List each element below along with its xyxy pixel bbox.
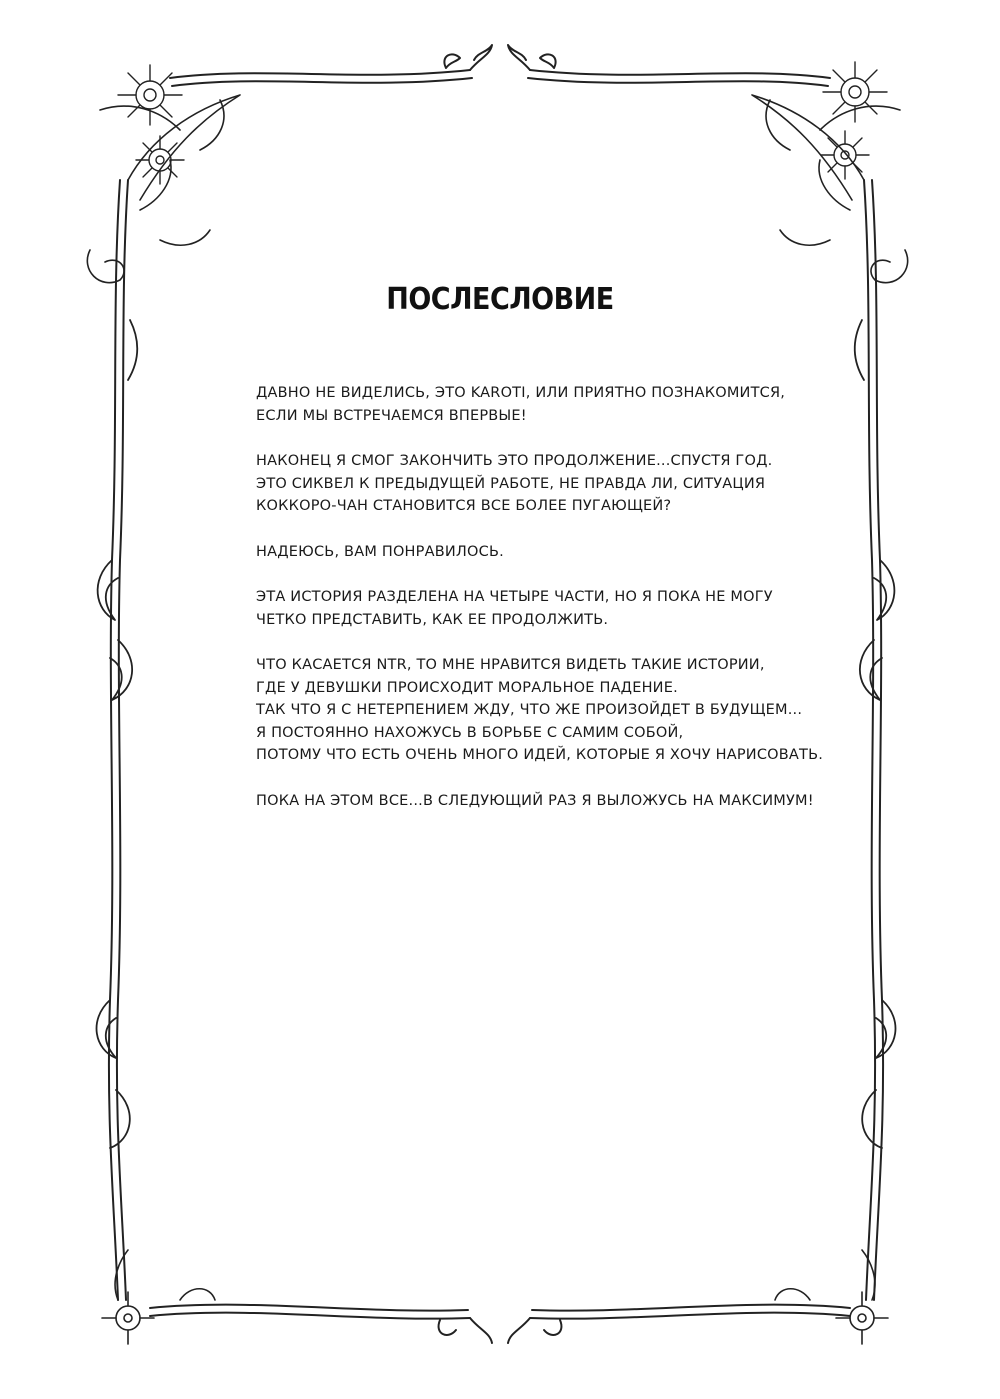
text-line: ДАВНО НЕ ВИДЕЛИСЬ, ЭТО KAROTI, ИЛИ ПРИЯТНО ПОЗНАКОМИТСЯ, <box>256 385 786 401</box>
text-line: ГДЕ У ДЕВУШКИ ПРОИСХОДИТ МОРАЛЬНОЕ ПАДЕНИЕ. <box>256 679 678 696</box>
text-line: ТАК ЧТО Я С НЕТЕРПЕНИЕМ ЖДУ, ЧТО ЖЕ ПРОИЗОЙДЕТ В БУДУЩЕМ... <box>256 702 803 718</box>
paragraph <box>256 450 816 518</box>
text-line: ПОКА НА ЭТОМ ВСЕ...В СЛЕДУЮЩИЙ РАЗ Я ВЫЛОЖУСЬ НА МАКСИМУМ! <box>256 792 814 809</box>
left-border-vine <box>109 180 128 1300</box>
text-line: НАКОНЕЦ Я СМОГ ЗАКОНЧИТЬ ЭТО ПРОДОЛЖЕНИЕ...СПУСТЯ ГОД. <box>256 453 773 469</box>
paragraph <box>256 382 816 427</box>
text-line: ЕСЛИ МЫ ВСТРЕЧАЕМСЯ ВПЕРВЫЕ! <box>256 407 527 424</box>
top-center-scroll-icon <box>444 45 555 70</box>
text-line: ЧТО КАСАЕТСЯ NTR, ТО МНЕ НРАВИТСЯ ВИДЕТЬ ТАКИЕ ИСТОРИИ, <box>256 657 765 673</box>
bottom-left-corner-flowers <box>102 1250 215 1344</box>
bottom-border-vine <box>150 1305 850 1319</box>
top-border-vine <box>170 70 830 86</box>
daisy-flower-icon <box>136 136 184 184</box>
paragraph <box>256 586 816 631</box>
afterword-text <box>256 382 824 835</box>
text-line: ПОТОМУ ЧТО ЕСТЬ ОЧЕНЬ МНОГО ИДЕЙ, КОТОРЫЕ Я ХОЧУ НАРИСОВАТЬ. <box>256 747 824 763</box>
daisy-flower-icon <box>821 131 869 179</box>
text-line: Я ПОСТОЯННО НАХОЖУСЬ В БОРЬБЕ С САМИМ СОБОЙ, <box>256 724 684 741</box>
page-title: ПОСЛЕСЛОВИЕ <box>386 282 614 317</box>
bottom-center-scroll-icon <box>439 1318 562 1343</box>
text-line: ЭТА ИСТОРИЯ РАЗДЕЛЕНА НА ЧЕТЫРЕ ЧАСТИ, НО Я ПОКА НЕ МОГУ <box>256 589 773 605</box>
text-line: ЧЕТКО ПРЕДСТАВИТЬ, КАК ЕЕ ПРОДОЛЖИТЬ. <box>256 611 609 628</box>
paragraph <box>256 541 816 564</box>
bottom-right-corner-flowers <box>775 1250 888 1344</box>
text-line: НАДЕЮСЬ, ВАМ ПОНРАВИЛОСЬ. <box>256 543 504 560</box>
top-right-corner-flowers <box>752 95 908 283</box>
paragraph <box>256 654 824 767</box>
right-border-vine <box>864 180 883 1300</box>
text-line: КОККОРО-ЧАН СТАНОВИТСЯ ВСЕ БОЛЕЕ ПУГАЮЩЕЙ? <box>256 498 672 514</box>
top-left-corner-flowers <box>87 95 240 283</box>
text-line: ЭТО СИКВЕЛ К ПРЕДЫДУЩЕЙ РАБОТЕ, НЕ ПРАВДА ЛИ, СИТУАЦИЯ <box>256 475 766 492</box>
daisy-flower-icon <box>118 65 182 125</box>
paragraph <box>256 790 816 813</box>
daisy-flower-icon <box>823 62 887 122</box>
